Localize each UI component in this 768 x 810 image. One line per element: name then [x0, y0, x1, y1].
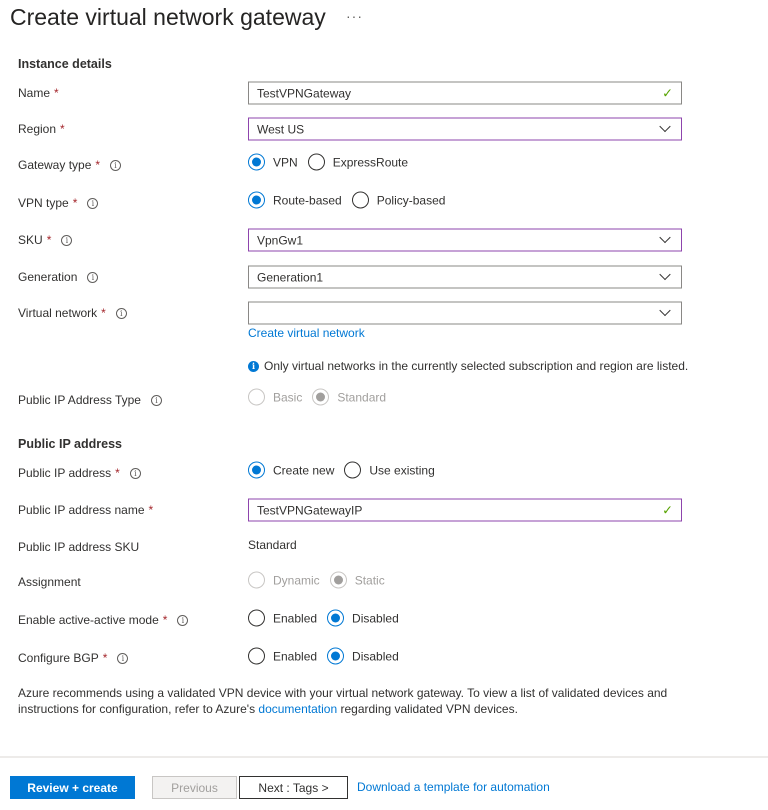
public-ip-name-input[interactable]: TestVPNGatewayIP ✓	[248, 499, 682, 522]
radio-create-new[interactable]: Create new	[248, 462, 334, 479]
create-virtual-network-link[interactable]: Create virtual network	[248, 326, 365, 340]
info-icon[interactable]: i	[151, 395, 162, 406]
info-icon[interactable]: i	[110, 160, 121, 171]
radio-bgp-enabled[interactable]: Enabled	[248, 648, 317, 665]
radio-use-existing[interactable]: Use existing	[344, 462, 434, 479]
public-ip-name-label: Public IP address name *	[18, 503, 154, 517]
info-icon[interactable]: i	[130, 468, 141, 479]
generation-dropdown[interactable]: Generation1	[248, 266, 682, 289]
public-ip-sku-value: Standard	[248, 538, 297, 552]
chevron-down-icon	[659, 121, 670, 132]
radio-static: Static	[330, 572, 385, 589]
active-active-label: Enable active-active mode * i	[18, 613, 188, 627]
vpn-type-label: VPN type * i	[18, 196, 98, 210]
public-ip-address-label: Public IP address * i	[18, 466, 141, 480]
radio-route-based[interactable]: Route-based	[248, 192, 342, 209]
info-icon[interactable]: i	[116, 308, 127, 319]
section-public-ip-address: Public IP address	[18, 437, 122, 451]
assignment-label: Assignment	[18, 575, 81, 589]
info-icon[interactable]: i	[61, 235, 72, 246]
sku-dropdown[interactable]: VpnGw1	[248, 229, 682, 252]
vnet-info-note: i Only virtual networks in the currently selected subscription and region are listed.	[248, 359, 688, 373]
footer-divider	[0, 756, 768, 758]
active-active-radio-group	[248, 610, 409, 627]
public-ip-type-radio-group	[248, 389, 396, 406]
radio-expressroute[interactable]: ExpressRoute	[308, 154, 408, 171]
vpn-device-note: Azure recommends using a validated VPN device with your virtual network gateway. To view a list of validated devices and instructions for configuration, refer to Azure's documentation regarding validated VPN devices.	[18, 686, 668, 716]
radio-bgp-disabled[interactable]: Disabled	[327, 648, 399, 665]
info-icon[interactable]: i	[87, 272, 98, 283]
more-options-button[interactable]: ···	[346, 8, 363, 24]
vpn-type-radio-group	[248, 192, 455, 209]
radio-basic: Basic	[248, 389, 302, 406]
radio-active-enabled[interactable]: Enabled	[248, 610, 317, 627]
info-icon[interactable]: i	[117, 653, 128, 664]
generation-label: Generation i	[18, 270, 98, 284]
gateway-type-radio-group	[248, 154, 418, 171]
download-template-link[interactable]: Download a template for automation	[357, 780, 550, 794]
info-icon[interactable]: i	[87, 198, 98, 209]
radio-active-disabled[interactable]: Disabled	[327, 610, 399, 627]
info-filled-icon: i	[248, 361, 259, 372]
section-instance-details: Instance details	[18, 57, 112, 71]
chevron-down-icon	[659, 305, 670, 316]
radio-vpn[interactable]: VPN	[248, 154, 298, 171]
public-ip-type-label: Public IP Address Type i	[18, 393, 162, 407]
chevron-down-icon	[659, 232, 670, 243]
name-label: Name *	[18, 86, 59, 100]
bgp-radio-group	[248, 648, 409, 665]
chevron-down-icon	[659, 269, 670, 280]
page-title: Create virtual network gateway	[10, 4, 326, 30]
review-create-button[interactable]: Review + create	[10, 776, 135, 799]
assignment-radio-group	[248, 572, 395, 589]
virtual-network-label: Virtual network * i	[18, 306, 127, 320]
documentation-link[interactable]: documentation	[258, 702, 338, 716]
previous-button[interactable]: Previous	[152, 776, 237, 799]
radio-policy-based[interactable]: Policy-based	[352, 192, 446, 209]
valid-check-icon: ✓	[662, 85, 673, 100]
radio-dynamic: Dynamic	[248, 572, 320, 589]
virtual-network-dropdown[interactable]	[248, 302, 682, 325]
gateway-type-label: Gateway type * i	[18, 158, 121, 172]
next-tags-button[interactable]: Next : Tags >	[239, 776, 348, 799]
info-icon[interactable]: i	[177, 615, 188, 626]
sku-label: SKU * i	[18, 233, 72, 247]
radio-standard: Standard	[312, 389, 386, 406]
valid-check-icon: ✓	[662, 502, 673, 517]
bgp-label: Configure BGP * i	[18, 651, 128, 665]
region-dropdown[interactable]: West US	[248, 118, 682, 141]
name-input[interactable]: TestVPNGateway ✓	[248, 82, 682, 105]
public-ip-address-radio-group	[248, 462, 445, 479]
public-ip-sku-label: Public IP address SKU	[18, 540, 140, 554]
region-label: Region *	[18, 122, 65, 136]
